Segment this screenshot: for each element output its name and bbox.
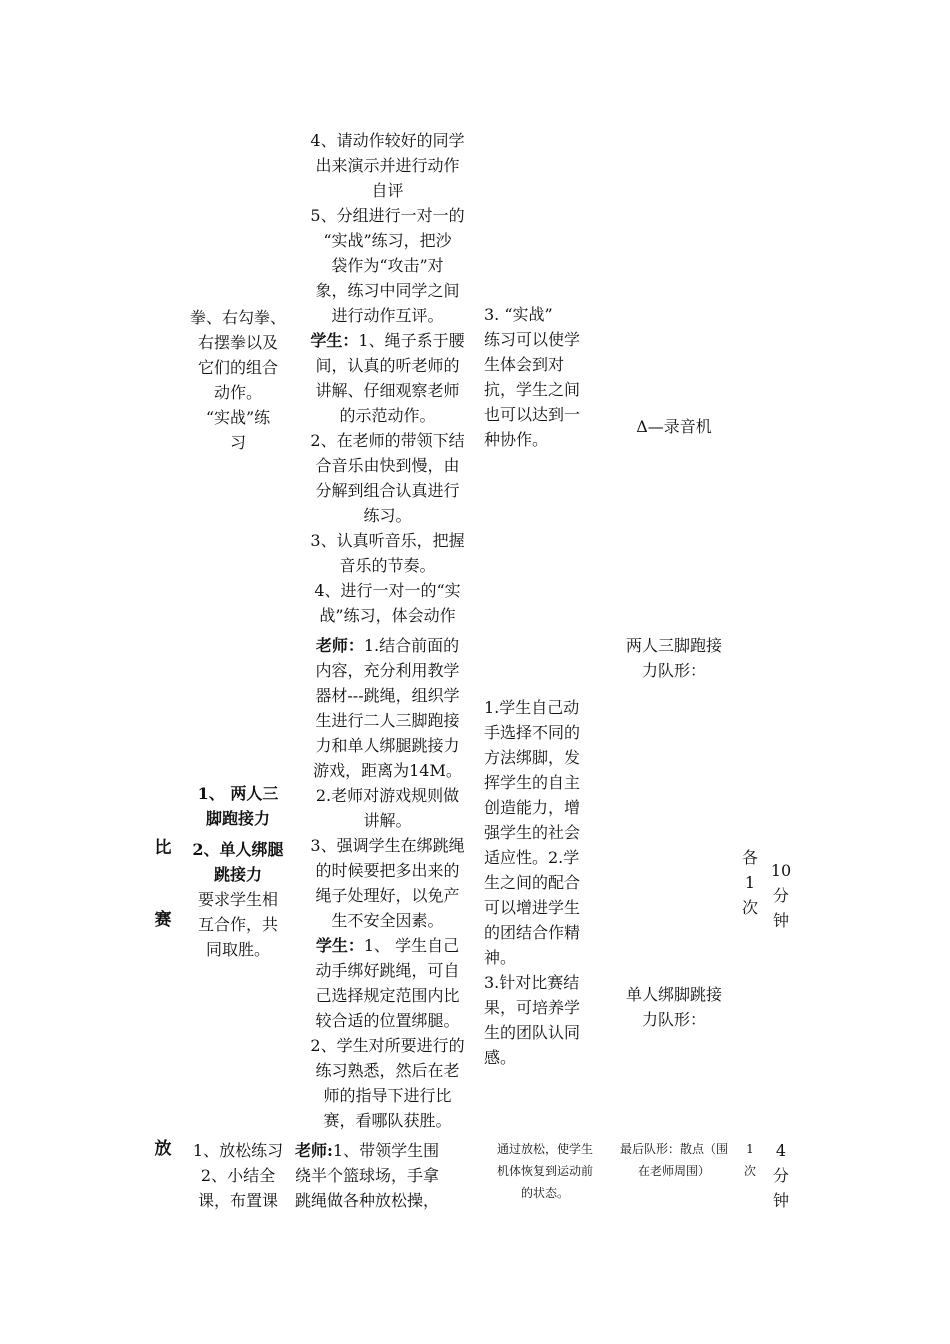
row2-teacher-cell: 老师：1.结合前面的 内容，充分利用教学 器材---跳绳，组织学 生进行二人三脚跑接 力和单人绑腿跳接力 游戏，距离为14M。 2.老师对游戏规则做 讲解。 3、强调学生在绑跳绳 的时候要把多出来的 绳子处理好，以免产 生不安全因素。 学生：1、 学生自己 动手绑好跳绳，可自 己选择规定范围内比 较合适的位置绑腿。 2、学生对所要进行的 练习熟悉，然后在老 师的指导下进行比 赛，看哪队获胜。 bbox=[310, 636, 465, 1130]
row2-times-cell: 各 1 次 bbox=[741, 848, 758, 917]
row1-purpose-cell: 3. “实战” 练习可以使学 生体会到对 抗，学生之间 也可以达到一 种协作。 bbox=[484, 305, 581, 449]
row2-section-label: 比 赛 bbox=[154, 838, 172, 930]
row3-duration-cell: 4 分 钟 bbox=[772, 1141, 789, 1210]
student-label: 学生： bbox=[315, 936, 364, 955]
row3-content-cell: 1、放松练习 2、小结全 课，布置课 bbox=[192, 1141, 284, 1210]
row3-times-cell: 1 次 bbox=[743, 1142, 756, 1178]
teacher-label: 老师： bbox=[315, 636, 364, 655]
row3-organization-cell: 最后队形：散点（围 在老师周围） bbox=[619, 1142, 728, 1178]
row2-organization-relay-single: 单人绑脚跳接 力队形： bbox=[625, 985, 722, 1029]
row2-content-cell: 1、 两人三 脚跑接力 2、单人绑腿 跳接力 要求学生相 互合作，共 同取胜。 bbox=[192, 784, 284, 959]
row2-duration-cell: 10 分 钟 bbox=[770, 861, 792, 930]
row1-content-cell: 拳、右勾拳、 右摆拳以及 它们的组合 动作。 “实战”练 习 bbox=[189, 308, 286, 452]
row2-purpose-cell: 1.学生自己动 手选择不同的 方法绑脚，发 挥学生的自主 创造能力，增 强学生的社会 适应性。2.学 生之间的配合 可以增进学生 的团结合作精 神。 3.针对比赛结 果，可培养学 生的团队认同 感。 bbox=[484, 698, 581, 1067]
row1-teacher-cell: 4、请动作较好的同学 出来演示并进行动作 自评 5、分组进行一对一的 “实战”练习，把沙 袋作为“攻击”对 象，练习中同学之间 进行动作互评。 学生：1、绳子系于腰 间，认真的听老师的 讲解、仔细观察老师 的示范动作。 2、在老师的带领下结 合音乐由快到慢，由 分解到组合认真进行 练习。 3、认真听音乐，把握 音乐的节奏。 4、进行一对一的“实 战”练习，体会动作 bbox=[310, 131, 465, 625]
teacher-label: 老师: bbox=[295, 1141, 333, 1160]
student-label: 学生： bbox=[310, 331, 359, 350]
row3-section-label: 放 bbox=[154, 1139, 172, 1159]
row2-organization-relay-3legged: 两人三脚跑接 力队形： bbox=[625, 636, 722, 680]
row1-organization-cell: Δ—录音机 bbox=[636, 417, 712, 436]
row3-purpose-cell: 通过放松，使学生 机体恢复到运动前 的状态。 bbox=[496, 1142, 593, 1200]
row3-teacher-cell: 老师:1、带领学生围 绕半个篮球场，手拿 跳绳做各种放松操， bbox=[295, 1141, 440, 1210]
lesson-plan-table bbox=[145, 125, 797, 1217]
